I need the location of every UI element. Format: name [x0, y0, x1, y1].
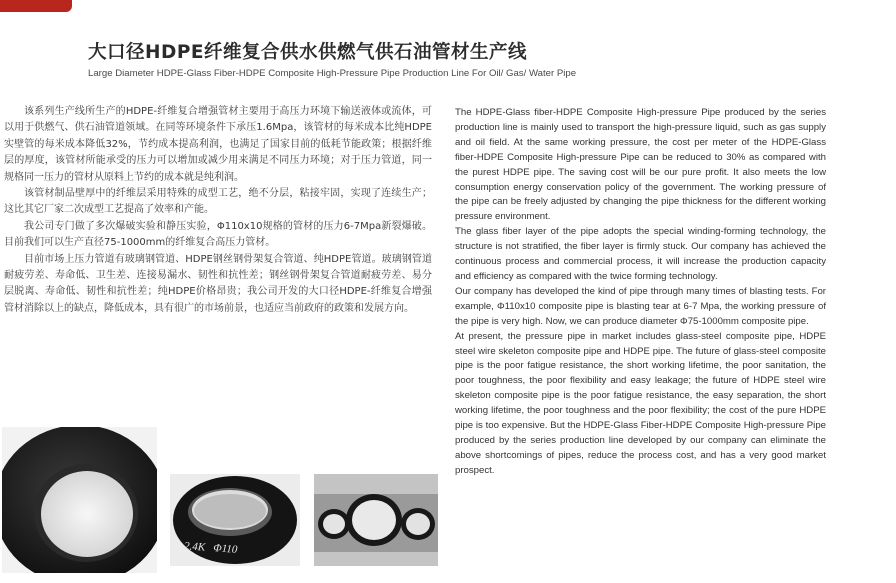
pipe-sample-large-center [346, 494, 402, 546]
page-title: 大口径HDPE纤维复合供水供燃气供石油管材生产线 [88, 42, 528, 63]
zh-paragraph: 目前市场上压力管道有玻璃钢管道、HDPE钢丝钢骨架复合管道、纯HDPE管道。玻璃钢管道耐疲劳差、寿命低、卫生差、连接易漏水、韧性和抗性差；钢丝钢骨架复合管道耐疲劳差、易分层脱离、寿命低、韧性和抗性差；纯HDPE价格昂贵；我公司开发的大口径HDPE-纤维复合增强管材消除以上的缺点，降低成本，具有很广的市场前景，也适应当前政府的政策和发展方向。 [4, 253, 432, 314]
zh-paragraph: 该系列生产线所生产的HDPE-纤维复合增强管材主要用于高压力环境下输送液体或流体，可以用于供燃气、供石油管道领域。在同等环境条件下承压1.6Mpa，该管材的每米成本比纯HDPE实壁管的每米成本降低32%，节约成本提高利润，也满足了国家目前的低耗节能政策；根据纤维层的厚度，该管材所能承受的压力可以增加或减少用来满足不同压力环境；对于压力管道，同一规格同一压力的管材从原料上节约的成本就是纯利润。 [4, 106, 432, 183]
zh-paragraph: 我公司专门做了多次爆破实验和静压实验，Φ110x10规格的管材的压力6-7Mpa新裂爆破。目前我们可以生产直径75-1000mm的纤维复合高压力管材。 [4, 220, 432, 249]
pipe-samples-image [314, 474, 438, 566]
zh-paragraph: 该管材制品壁厚中的纤维层采用特殊的成型工艺，绝不分层，粘接牢固，实现了连续生产；这比其它厂家二次成型工艺提高了效率和产能。 [4, 188, 432, 216]
title-block [88, 38, 576, 79]
pipe-end-image [2, 427, 157, 573]
pipe-end-photo [2, 427, 157, 573]
en-paragraph: The glass fiber layer of the pipe adopts the special winding-forming technology, the structure is not stratified, the fiber layer is firmly stuck. Our company has achieved the continuous process and commercial process, it will increase the production capacity and efficiency as compared with the twice forming technology. [455, 226, 826, 282]
pipe-marking-text: 2.4K Φ110 [183, 540, 238, 556]
page-subtitle: Large Diameter HDPE-Glass Fiber-HDPE Composite High-Pressure Pipe Production Line For Oil/ Gas/ Water Pipe [88, 68, 577, 79]
pipe-marking-photo [170, 474, 300, 566]
pipe-sample-small-left [318, 509, 350, 539]
en-paragraph: The HDPE-Glass fiber-HDPE Composite High-pressure Pipe produced by the series production line is mainly used to transport the high-pressure liquid, such as gas supply and oil field. At the same working pressure, the cost per meter of the HDPE-Glass fiber-HDPE Composite High-pressure Pipe can be reduced to 30% as compared with the purest HDPE pipe. The saving cost will be our pure profit. It also meets the low consumption energy conservation policy of the government. The working pressure of the pipe can be freely adjusted by changing the pipe thickness for the different working pressure environment. [455, 107, 826, 223]
en-paragraph: At present, the pressure pipe in market includes glass-steel composite pipe, HDPE steel wire skeleton composite pipe and HDPE pipe. The future of glass-steel composite pipe is the poor fatigue resistance, the short working lifetime, the poor sanitation, the poor toughness, the poor flexibility and easy leakage; the future of HDPE steel wire skeleton composite pipe is the poor fatigue resistance, the easy separation, the short working lifetime, the poor toughness and the poor flexibility; the cost of the pure HDPE pipe is too expensive. But the HDPE-Glass Fiber-HDPE Composite High-pressure Pipe produced by the series production line developed by our company can eliminate the above shortcomings of pipes, reduce the process cost, and has a very good market prospect. [455, 330, 826, 476]
pipe-samples-photo [314, 474, 438, 566]
pipe-sample-small-right [401, 508, 435, 540]
header-tab [0, 0, 72, 12]
chinese-description [4, 104, 432, 317]
english-description [455, 106, 826, 479]
en-paragraph: Our company has developed the kind of pipe through many times of blasting tests. For example, Φ110x10 composite pipe is blasting tear at 6-7 Mpa, the working pressure of the pipe is very high. Now, we can produce diameter Φ75-1000mm composite pipe. [455, 285, 826, 327]
